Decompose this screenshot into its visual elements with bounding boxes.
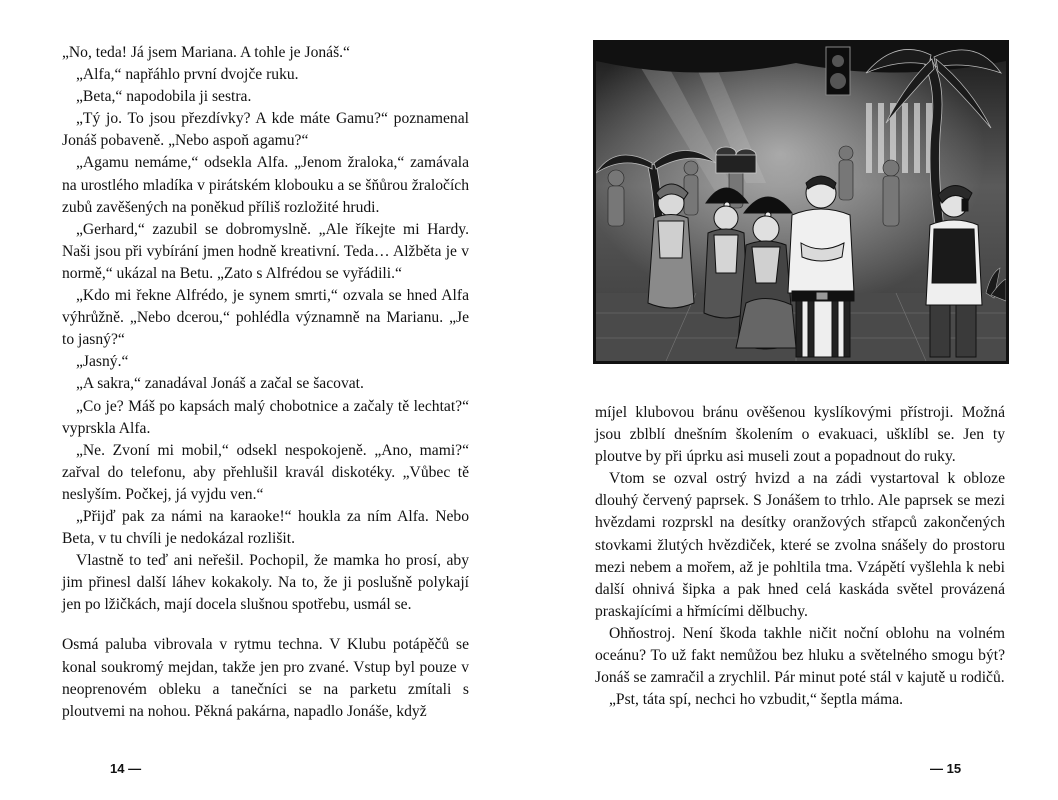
paragraph: „Gerhard,“ zazubil se dobromyslně. „Ale říkejte mi Hardy. Naši jsou při vybírání jmen hodně kreativní. Teda… Alžběta je v normě,“ ukázal na Betu. „Zato s Alfrédou se vyřádili.“ xyxy=(62,220,469,282)
paragraph: „Alfa,“ napřáhlo první dvojče ruku. xyxy=(76,66,299,84)
paragraph: „Beta,“ napodobila ji sestra. xyxy=(76,88,252,106)
right-page xyxy=(529,0,1058,800)
paragraph: míjel klubovou bránu ověšenou kyslíkovými přístroji. Možná jsou zblblí dnešním školením o evakuaci, ušklíbl se. Jen ty ploutve by při úprku asi museli zout a popadnout do ruky. xyxy=(595,404,1005,466)
paragraph: „Jasný.“ xyxy=(76,353,129,371)
paragraph: „Co je? Máš po kapsách malý chobotnice a začaly tě lechtat?“ vyprskla Alfa. xyxy=(62,397,469,437)
paragraph: „Přijď pak za námi na karaoke!“ houkla za ním Alfa. Nebo Beta, v tu chvíli je nedokázal rozlišit. xyxy=(62,507,469,548)
paragraph: „No, teda! Já jsem Mariana. A tohle je Jonáš.“ xyxy=(62,44,350,61)
page-number-right: — 15 xyxy=(930,761,962,776)
section-paragraph: Osmá paluba vibrovala v rytmu techna. V Klubu potápěčů se konal soukromý mejdan, takže jen pro zvané. Vstup byl pouze v neoprenovém obleku a tanečníci se na parketu zmítali s ploutvemi na nohou. Pěkná pakárna, napadlo Jonáše, když xyxy=(62,636,469,720)
paragraph: „Agamu nemáme,“ odsekla Alfa. „Jenom žraloka,“ zamávala na urostlého mladíka v pirátském klobouku a se šňůrou žraločích zubů zavěšených na poněkud příliš rozložité hrudi. xyxy=(62,154,469,216)
pirate-party-illustration xyxy=(593,40,1009,364)
paragraph: „Ne. Zvoní mi mobil,“ odsekl nespokojeně. „Ano, mami?“ zařval do telefonu, aby přehlušil kravál diskotéky. „Vůbec tě neslyším. Počkej, já vyjdu ven.“ xyxy=(62,441,469,503)
right-page-text xyxy=(595,402,1005,711)
left-page-text xyxy=(62,42,469,723)
paragraph: „A sakra,“ zanadával Jonáš a začal se šacovat. xyxy=(76,375,364,393)
paragraph: Vtom se ozval ostrý hvizd a na zádi vystartoval k obloze dlouhý červený paprsek. S Jonášem to trhlo. Ale paprsek se mezi hvězdami rozprskl na desítky oranžových střapců zakončených stovkami žlutých hvězdiček, které se zvolna snášely do prostoru mezi nebem a mořem, až je pohltila tma. Vzápětí vyšlehla k nebi další ohnivá šipka a pak hned celá kaskáda světel provázená praskajícími a hřmícími dělbuchy. xyxy=(595,470,1005,620)
paragraph: Ohňostroj. Není škoda takhle ničit noční oblohu na volném oceánu? To už fakt nemůžou bez hluku a světelného smogu být? Jonáš se zamračil a zrychlil. Pár minut poté stál v kajutě u rodičů. xyxy=(595,624,1005,687)
paragraph: „Tý jo. To jsou přezdívky? A kde máte Gamu?“ poznamenal Jonáš pobaveně. „Nebo aspoň agamu?“ xyxy=(62,110,469,150)
paragraph: „Kdo mi řekne Alfrédo, je synem smrti,“ ozvala se hned Alfa výhrůžně. „Nebo dcerou,“ pohlédla významně na Marianu. „Je to jasný?“ xyxy=(62,287,469,349)
paragraph: Vlastně to teď ani neřešil. Pochopil, že mamka ho prosí, aby jim přinesl další láhev kokakoly. Na to, že ji poslušně polykají jen po lžičkách, mají docela slušnou spotřebu, usmál se. xyxy=(62,552,469,614)
section-break xyxy=(62,616,469,634)
page-number-left: 14 — xyxy=(110,761,142,776)
paragraph: „Pst, táta spí, nechci ho vzbudit,“ šeptla máma. xyxy=(609,691,904,709)
